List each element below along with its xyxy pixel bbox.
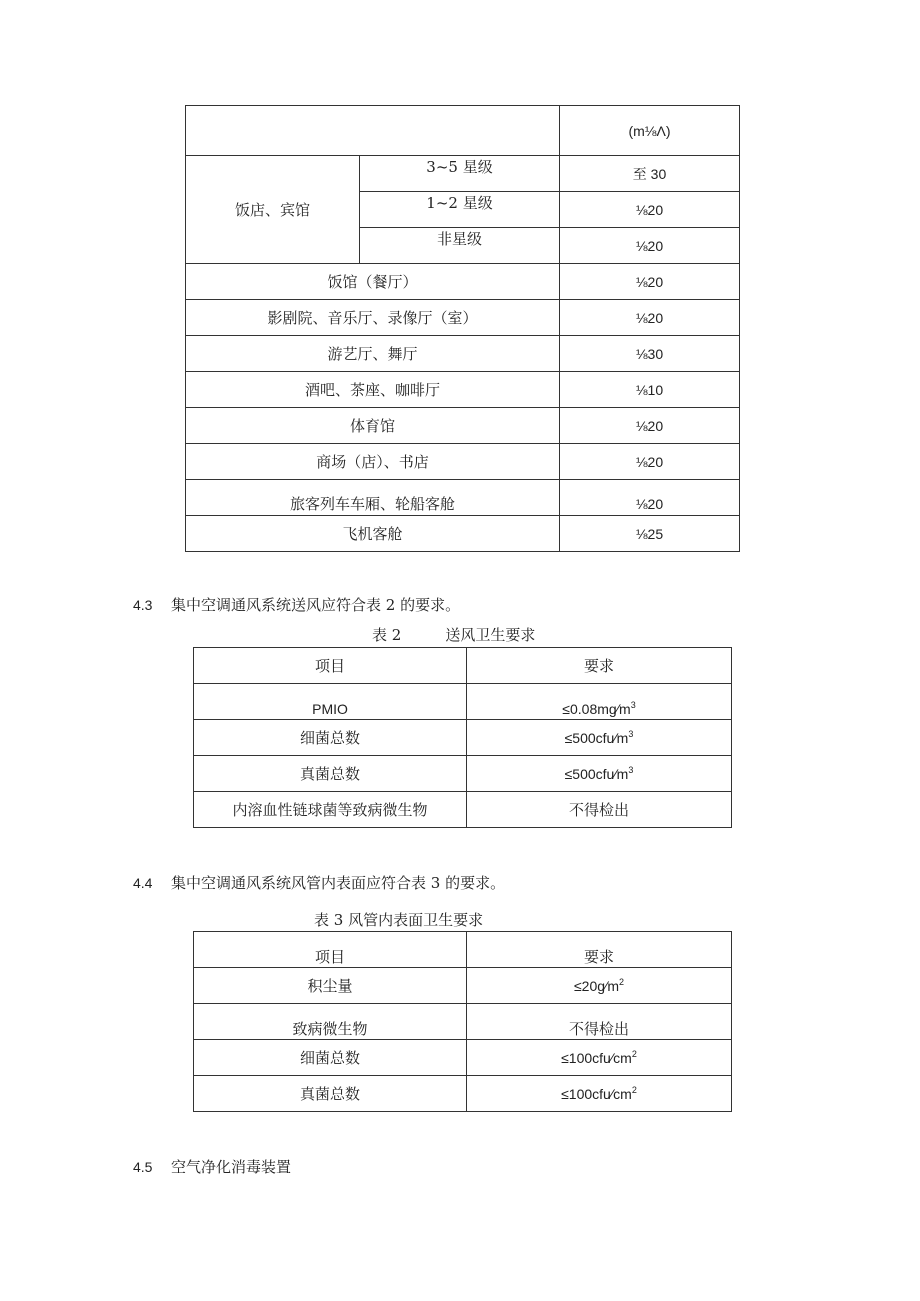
table-row	[194, 756, 732, 792]
section-number: 4.3	[133, 597, 153, 613]
header-blank-cell	[186, 106, 560, 156]
table-row	[194, 1040, 732, 1076]
unit-exponent: 2	[619, 976, 625, 987]
table2-caption-title: 送风卫生要求	[445, 626, 536, 644]
table-row	[186, 444, 740, 480]
table-row	[186, 372, 740, 408]
section-heading-4-3	[133, 595, 460, 615]
value-cell: ⅛20	[560, 300, 740, 336]
table-header-row	[186, 106, 740, 156]
requirement-value: ≤500cfu∕m	[564, 729, 629, 746]
table-header-row	[194, 648, 732, 684]
section-heading-4-4	[133, 873, 505, 893]
requirement-cell	[467, 756, 732, 792]
item-cell: PMIO	[194, 684, 467, 720]
requirement-cell: 不得检出	[467, 792, 732, 828]
section-text: 集中空调通风系统送风应符合表 2 的要求。	[171, 596, 461, 614]
item-cell: 内溶血性链球菌等致病微生物	[194, 792, 467, 828]
item-cell: 真菌总数	[194, 756, 467, 792]
item-cell: 细菌总数	[194, 1040, 467, 1076]
table-header-row	[194, 932, 732, 968]
table2-caption	[372, 625, 535, 645]
unit-exponent: 3	[628, 728, 634, 739]
column-header-item: 项目	[194, 932, 467, 968]
table-row	[194, 792, 732, 828]
sub-label-cell: 1~2 星级	[360, 192, 560, 228]
table-row	[194, 1004, 732, 1040]
item-cell: 细菌总数	[194, 720, 467, 756]
requirement-value: ≤100cfu∕cm	[561, 1085, 632, 1102]
table-duct-surface-hygiene	[193, 931, 732, 1112]
label-cell: 商场（店）、书店	[186, 444, 560, 480]
section-text: 集中空调通风系统风管内表面应符合表 3 的要求。	[171, 874, 506, 892]
section-heading-4-5	[133, 1157, 291, 1177]
value-cell: ⅛20	[560, 192, 740, 228]
item-cell: 真菌总数	[194, 1076, 467, 1112]
table-row	[186, 516, 740, 552]
sub-label-cell: 3~5 星级	[360, 156, 560, 192]
table-row	[194, 720, 732, 756]
requirement-cell	[467, 1040, 732, 1076]
item-cell: 致病微生物	[194, 1004, 467, 1040]
section-number: 4.5	[133, 1159, 153, 1175]
value-cell: ⅛30	[560, 336, 740, 372]
table-row	[186, 480, 740, 516]
table-row	[186, 408, 740, 444]
unit-exponent: 3	[628, 764, 634, 775]
table3-caption: 表 3 风管内表面卫生要求	[314, 911, 484, 929]
column-header-item: 项目	[194, 648, 467, 684]
table-supply-air-hygiene	[193, 647, 732, 828]
requirement-value: ≤500cfu∕m	[564, 765, 629, 782]
requirement-cell	[467, 720, 732, 756]
section-text: 空气净化消毒装置	[171, 1158, 292, 1176]
label-cell: 游艺厅、舞厅	[186, 336, 560, 372]
table-ventilation-standards	[185, 105, 740, 552]
group-label-cell: 饭店、宾馆	[186, 156, 360, 264]
label-cell: 飞机客舱	[186, 516, 560, 552]
unit-exponent: 2	[631, 1084, 637, 1095]
value-cell: ⅛10	[560, 372, 740, 408]
label-cell: 体育馆	[186, 408, 560, 444]
section-number: 4.4	[133, 875, 153, 891]
header-unit-cell: (m⅛Λ)	[560, 106, 740, 156]
value-cell: 至 30	[560, 156, 740, 192]
label-cell: 旅客列车车厢、轮船客舱	[186, 480, 560, 516]
table-row	[194, 1076, 732, 1112]
table2-caption-number: 表 2	[372, 626, 402, 644]
table-row	[186, 156, 740, 192]
sub-label-cell: 非星级	[360, 228, 560, 264]
label-cell: 饭馆（餐厅）	[186, 264, 560, 300]
label-cell: 酒吧、茶座、咖啡厅	[186, 372, 560, 408]
table-row	[186, 300, 740, 336]
unit-exponent: 2	[631, 1048, 637, 1059]
value-cell: ⅛20	[560, 480, 740, 516]
requirement-cell	[467, 1076, 732, 1112]
table-row	[194, 684, 732, 720]
item-cell: 积尘量	[194, 968, 467, 1004]
value-cell: ⅛20	[560, 264, 740, 300]
label-cell: 影剧院、音乐厅、录像厅（室）	[186, 300, 560, 336]
value-cell: ⅛20	[560, 408, 740, 444]
table-row	[194, 968, 732, 1004]
value-cell: ⅛20	[560, 444, 740, 480]
value-cell: ⅛20	[560, 228, 740, 264]
table-row	[186, 264, 740, 300]
requirement-cell	[467, 684, 732, 720]
requirement-value: ≤20g∕m	[573, 977, 620, 994]
requirement-value: ≤0.08mg∕m	[562, 701, 631, 717]
column-header-requirement: 要求	[467, 932, 732, 968]
requirement-cell	[467, 968, 732, 1004]
requirement-cell: 不得检出	[467, 1004, 732, 1040]
table-row	[186, 336, 740, 372]
requirement-value: ≤100cfu∕cm	[561, 1049, 632, 1066]
column-header-requirement: 要求	[467, 648, 732, 684]
unit-exponent: 3	[630, 700, 636, 710]
value-cell: ⅛25	[560, 516, 740, 552]
